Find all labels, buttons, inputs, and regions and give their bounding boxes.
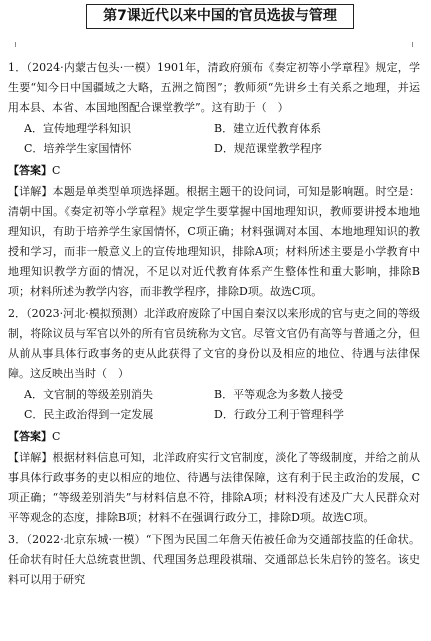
- question-2-option-a: A．文官制的等级差别消失: [24, 388, 153, 401]
- question-2-option-b: B．平等观念为多数人接受: [214, 388, 344, 401]
- answer-value: C: [52, 430, 61, 443]
- answer-label: 【答案】: [8, 164, 52, 177]
- question-2-stem: 2．（2023·河北·模拟预测）北洋政府废除了中国自秦汉以来形成的官与吏之间的等级制，将除议员与军官以外的所有官员统称为文官。尽管文官仍有高等与普通之分，但从前从事具体行政事务的吏从此获得了文官的身份以及相应的地位、待遇与法律保障。这反映出当时（ ）: [8, 307, 420, 380]
- answer-value: C: [52, 164, 61, 177]
- question-3-stem: 3．（2022·北京东城·一模）“下图为民国二年詹天佑被任命为交通部技监的任命状。任命状有时任大总统袁世凯、代理国务总理段祺瑞、交通部总长朱启钤的签名。该史料可以用于研究: [8, 533, 420, 586]
- question-2-options: [8, 385, 420, 425]
- question-2-analysis: 【详解】根据材料信息可知，北洋政府实行文官制度，淡化了等级制度，并给之前从事具体行政事务的吏以相应的地位、待遇与法律保障，这有利于民主政治的发展，C项正确；“等级差别消失”与材料信息不符，排除A项；材料没有述及广大人民群众对平等观念的态度，排除B项；材料不在强调行政分工，排除D项。故选C项。: [8, 451, 420, 524]
- question-1-analysis: 【详解】本题是单类型单项选择题。根据主题干的设问词，可知是影响题。时空是：清朝中国。《奏定初等小学章程》规定学生要掌握中国地理知识，教师要讲授本地地理知识，有助于培养学生家国情怀，C项正确；材料强调对本国、本地地理知识的教授和学习，而非一般意义上的宣传地理知识，排除A项；材料所述主要是小学教育中地理知识教学方面的情况，不足以对近代教育体系产生整体性和重大影响，排除B项；材料所述为教学内容，而非教学程序，排除D项。故选C项。: [8, 185, 420, 298]
- answer-label: 【答案】: [8, 430, 52, 443]
- question-1-option-c: C．培养学生家国情怀: [24, 142, 132, 155]
- question-1-option-b: B．建立近代教育体系: [214, 122, 322, 135]
- margin-marker-right: [412, 42, 413, 47]
- question-1-answer: [8, 161, 420, 181]
- question-2-answer: [8, 427, 420, 447]
- question-1-option-d: D．规范课堂教学程序: [214, 142, 322, 155]
- margin-marker-left: [15, 42, 16, 47]
- question-1-options: [8, 119, 420, 159]
- question-2-option-d: D．行政分工利于管理科学: [214, 408, 344, 421]
- question-1-option-a: A．宣传地理学科知识: [24, 122, 131, 135]
- question-2-option-c: C．民主政治得到一定发展: [24, 408, 154, 421]
- page-title: 第7课近代以来中国的官员选拔与管理: [86, 4, 354, 29]
- question-1-stem: 1．（2024·内蒙古包头·一模）1901年，清政府颁布《奏定初等小学章程》规定，学生要“知今日中国疆域之大略，五洲之简图”；教师须“先讲乡土有关系之地理，并运用本县、本省、本国地图配合课堂教学”。这有助于（ ）: [8, 61, 420, 114]
- document-body: [8, 58, 420, 590]
